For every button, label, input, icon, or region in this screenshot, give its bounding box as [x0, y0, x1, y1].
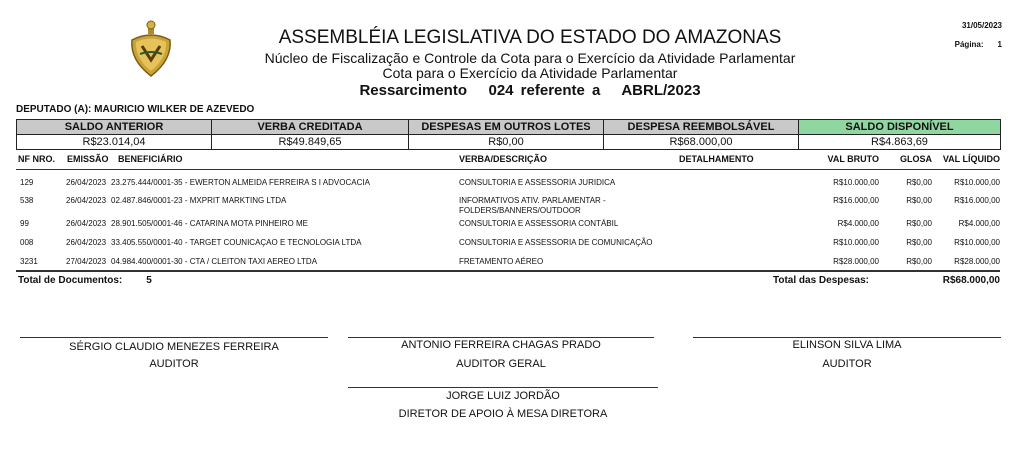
col-val-bruto: VAL BRUTO [827, 154, 879, 164]
cell-emissao: 26/04/2023 [66, 238, 107, 247]
signature-line [348, 337, 654, 338]
total-expenses-label: Total das Despesas: [773, 275, 869, 286]
report-date: 31/05/2023 [961, 21, 1002, 30]
cell-nf: 538 [20, 196, 34, 205]
summary-header: DESPESA REEMBOLSÁVEL [604, 120, 799, 135]
cell-val-liquido: R$28.000,00 [954, 257, 1000, 266]
signature-name: JORGE LUIZ JORDÃO [446, 390, 560, 402]
page-subtitle: Núcleo de Fiscalização e Controle da Cota para o Exercício da Atividade Parlamentar [264, 50, 796, 66]
summary-value: R$68.000,00 [604, 135, 799, 150]
cell-val-bruto: R$28.000,00 [833, 257, 879, 266]
col-detalhamento: DETALHAMENTO [679, 154, 754, 164]
cell-beneficiario: 02.487.846/0001-23 - MXPRIT MARKTING LTDA [111, 196, 287, 205]
cell-nf: 3231 [20, 257, 38, 266]
cell-val-liquido: R$10.000,00 [954, 238, 1000, 247]
cell-val-bruto: R$4.000,00 [837, 219, 879, 228]
summary-header: SALDO ANTERIOR [17, 120, 212, 135]
page-title: ASSEMBLÉIA LEGISLATIVA DO ESTADO DO AMAZONAS [278, 27, 782, 48]
cell-val-bruto: R$10.000,00 [833, 178, 879, 187]
summary-value: R$49.849,65 [212, 135, 409, 150]
cell-emissao: 26/04/2023 [66, 219, 107, 228]
cell-verba: FRETAMENTO AÉREO [459, 257, 544, 266]
cell-emissao: 26/04/2023 [66, 196, 107, 205]
signature-role: AUDITOR [149, 358, 199, 370]
detail-header-row [16, 154, 1000, 168]
cell-val-bruto: R$16.000,00 [833, 196, 879, 205]
summary-value: R$0,00 [409, 135, 604, 150]
cell-glosa: R$0,00 [906, 196, 932, 205]
signature-name: SÉRGIO CLAUDIO MENEZES FERREIRA [69, 341, 279, 353]
cell-verba: CONSULTORIA E ASSESSORIA JURIDICA [459, 178, 616, 187]
cell-nf: 99 [20, 219, 29, 228]
summary-header-saldo: SALDO DISPONÍVEL [799, 120, 1001, 135]
cell-beneficiario: 23.275.444/0001-35 - EWERTON ALMEIDA FERREIRA S I ADVOCACIA [111, 178, 370, 187]
ressarcimento-title: Ressarcimento 024 referente a ABRL/2023 [359, 82, 701, 99]
cell-glosa: R$0,00 [906, 238, 932, 247]
cell-emissao: 27/04/2023 [66, 257, 107, 266]
signature-role: DIRETOR DE APOIO À MESA DIRETORA [398, 408, 608, 420]
signature-role: AUDITOR GERAL [456, 358, 546, 370]
total-documents-value: 5 [146, 275, 152, 286]
summary-value-row [17, 135, 1001, 150]
summary-header: DESPESAS EM OUTROS LOTES [409, 120, 604, 135]
cell-val-liquido: R$10.000,00 [954, 178, 1000, 187]
total-documents-label: Total de Documentos: [18, 275, 123, 286]
col-nf: NF NRO. [18, 154, 55, 164]
signature-name: ELINSON SILVA LIMA [792, 339, 902, 351]
cell-glosa: R$0,00 [906, 257, 932, 266]
summary-table [16, 119, 1001, 150]
cell-beneficiario: 28.901.505/0001-46 - CATARINA MOTA PINHEIRO ME [111, 219, 308, 228]
signature-line [693, 337, 1001, 338]
col-glosa: GLOSA [899, 154, 932, 164]
cell-beneficiario: 04.984.400/0001-30 - CTA / CLEITON TAXI AEREO LTDA [111, 257, 318, 266]
signature-role: AUDITOR [822, 358, 872, 370]
summary-header: VERBA CREDITADA [212, 120, 409, 135]
cell-emissao: 26/04/2023 [66, 178, 107, 187]
cell-val-liquido: R$16.000,00 [954, 196, 1000, 205]
cell-glosa: R$0,00 [906, 178, 932, 187]
summary-value: R$4.863,69 [799, 135, 1001, 150]
signature-line [20, 337, 328, 338]
col-val-liquido: VAL LÍQUIDO [942, 154, 1000, 164]
cell-verba: INFORMATIVOS ATIV. PARLAMENTAR - FOLDERS/BANNERS/OUTDOOR [459, 196, 606, 215]
col-emissao: EMISSÃO [67, 154, 109, 164]
cell-verba: CONSULTORIA E ASSESSORIA DE COMUNICAÇÃO [459, 238, 653, 247]
summary-header-row [17, 120, 1001, 135]
cell-nf: 008 [20, 238, 34, 247]
signature-name: ANTONIO FERREIRA CHAGAS PRADO [401, 339, 601, 351]
header-divider [16, 169, 1000, 170]
cell-beneficiario: 33.405.550/0001-40 - TARGET COUNICAÇAO E TECNOLOGIA LTDA [111, 238, 362, 247]
page-number [955, 40, 1002, 49]
page-value: 1 [997, 40, 1002, 49]
col-verba: VERBA/DESCRIÇÃO [459, 154, 548, 164]
col-beneficiario: BENEFICIÁRIO [118, 154, 183, 164]
signature-line [348, 387, 658, 388]
total-expenses-value: R$68.000,00 [942, 275, 1000, 286]
cell-val-bruto: R$10.000,00 [833, 238, 879, 247]
page-label: Página: [954, 40, 984, 49]
page-subtitle-2: Cota para o Exercício da Atividade Parlamentar [382, 65, 678, 81]
cell-val-liquido: R$4.000,00 [958, 219, 1000, 228]
totals-divider [16, 270, 1000, 272]
cell-nf: 129 [20, 178, 34, 187]
deputado-name: DEPUTADO (A): MAURICIO WILKER DE AZEVEDO [16, 104, 255, 115]
cell-glosa: R$0,00 [906, 219, 932, 228]
cell-verba: CONSULTORIA E ASSESSORIA CONTÁBIL [459, 219, 619, 228]
total-documents [18, 275, 152, 286]
summary-value: R$23.014,04 [17, 135, 212, 150]
crest-logo [128, 20, 174, 80]
